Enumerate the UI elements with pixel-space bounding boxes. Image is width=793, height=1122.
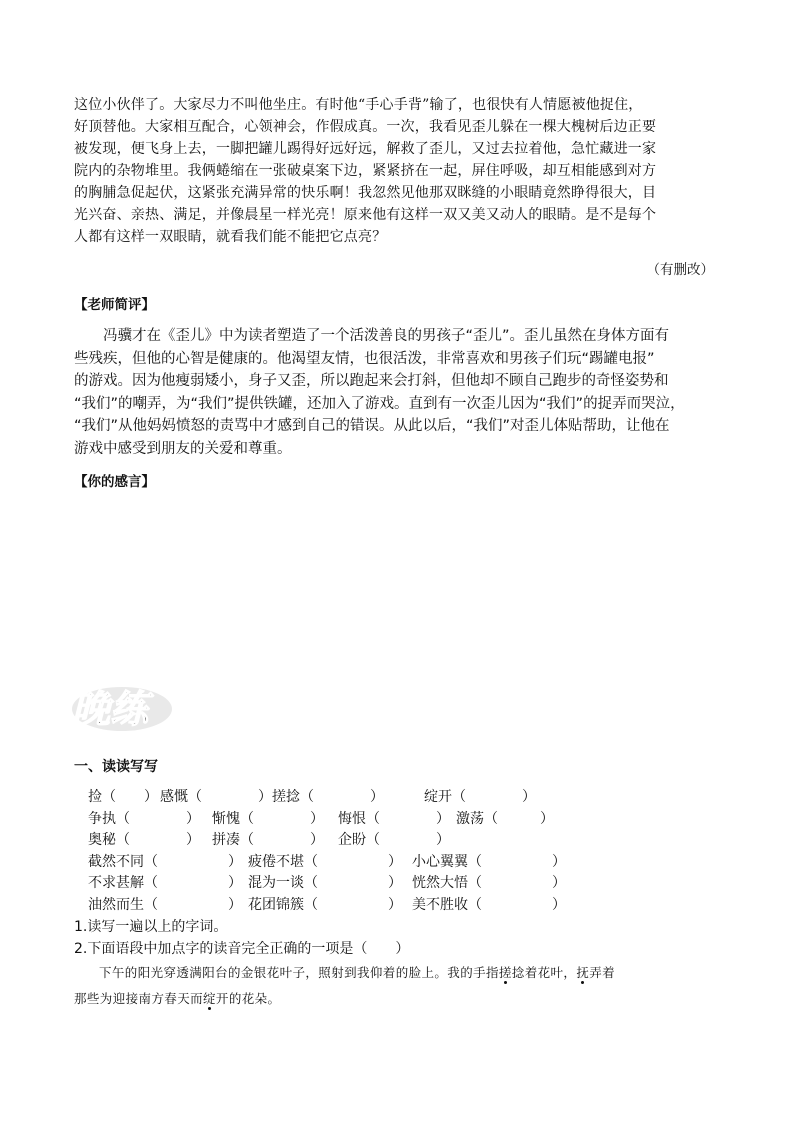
vocab-item: 恍然大悟（ ） — [412, 875, 566, 891]
question-2: 2.下面语段中加点字的读音完全正确的一项是（ ） — [74, 941, 410, 957]
vocab-item: 截然不同（ ） — [88, 853, 242, 870]
passage-text: 捻着花叶， — [511, 965, 577, 980]
story-line: 院内的杂物堆里。我俩蜷缩在一张破桌案下边，紧紧挤在一起，屏住呼吸，却互相能感到对方 — [74, 163, 657, 179]
vocab-item: 绽开（ ） — [424, 789, 536, 805]
vocab-item: 激荡（ ） — [456, 810, 554, 827]
evening-practice-logo — [72, 682, 172, 732]
reading-passage — [74, 960, 726, 1012]
vocab-item: 拼凑（ ） — [212, 832, 324, 848]
dotted-char: 搓 — [498, 965, 512, 980]
story-line: 被发现，便飞身上去，一脚把罐儿踢得好远好远，解救了歪儿，又过去拉着他，急忙藏进一家 — [74, 141, 657, 157]
passage-text: 那些为迎接南方春天而 — [74, 991, 204, 1006]
review-line: 些残疾，但他的心智是健康的。他渴望友情，也很活泼，非常喜欢和男孩子们玩“踢罐电报” — [74, 350, 655, 367]
source-note: （有删改） — [646, 262, 714, 278]
story-line: 光兴奋、亲热、满足，并像晨星一样光亮！原来他有这样一双又美又动人的眼睛。是不是每个 — [74, 207, 657, 223]
vocab-row — [88, 829, 648, 851]
review-line: 冯骥才在《歪儿》中为读者塑造了一个活泼善良的男孩子“歪儿”。歪儿虽然在身体方面有 — [103, 328, 670, 344]
dotted-char: 绽 — [203, 991, 216, 1006]
passage-line — [74, 986, 726, 1012]
vocab-item: 混为一谈（ ） — [248, 875, 402, 891]
vocab-item: 惭愧（ ） — [212, 810, 324, 827]
review-line: 游戏中感受到朋友的关爱和尊重。 — [74, 440, 292, 457]
passage-text: 下午的阳光穿透满阳台的金银花叶子，照射到我仰着的脸上。我的手指 — [99, 965, 499, 980]
vocab-item: 奥秘（ ） — [88, 832, 200, 848]
teacher-review-heading: 【老师简评】 — [74, 297, 155, 313]
review-line: “我们”从他妈妈愤怒的责骂中才感到自己的错误。从此以后，“我们”对歪儿体贴帮助，让他在 — [74, 418, 670, 434]
review-line: “我们”的嘲弄，为“我们”提供铁罐，还加入了游戏。直到有一次歪儿因为“我们”的捉弄而哭泣， — [74, 395, 685, 412]
vocab-item: 油然而生（ ） — [88, 896, 242, 913]
passage-text: 弄着 — [589, 965, 616, 980]
vocab-row — [88, 872, 648, 894]
story-line: 好顶替他。大家相互配合，心领神会，作假成真。一次，我看见歪儿躲在一棵大槐树后边正要 — [74, 119, 657, 135]
feelings-heading: 【你的感言】 — [74, 474, 155, 490]
story-line: 这位小伙伴了。大家尽力不叫他坐庄。有时他“手心手背”输了，也很快有人情愿被他捉住， — [74, 97, 643, 113]
story-line: 的胸脯急促起伏，这紧张充满异常的快乐啊！我忽然见他那双眯缝的小眼睛竟然睁得很大，目 — [74, 185, 657, 201]
dotted-char: 抚 — [576, 965, 590, 980]
review-line: 的游戏。因为他瘦弱矮小，身子又歪，所以跑起来会打斜，但他却不顾自己跑步的奇怪姿势和 — [74, 373, 669, 389]
vocab-item: 捡（ ） — [88, 789, 158, 805]
vocab-row — [88, 894, 648, 916]
vocab-item: 感慨（ ） — [160, 789, 272, 805]
passage-text: 开的花朵。 — [215, 991, 281, 1006]
vocab-item: 不求甚解（ ） — [88, 875, 242, 891]
story-excerpt — [74, 94, 722, 248]
vocab-item: 花团锦簇（ ） — [248, 896, 402, 913]
logo-text: 晚练 — [72, 687, 149, 731]
vocab-item: 搓捻（ ） — [272, 789, 384, 805]
question-1: 1.读写一遍以上的字词。 — [74, 919, 228, 935]
vocab-item: 悔恨（ ） — [338, 810, 450, 827]
passage-line — [74, 960, 726, 986]
vocab-item: 小心翼翼（ ） — [412, 853, 566, 870]
vocab-grid — [88, 786, 648, 915]
vocab-row — [88, 808, 648, 830]
story-line: 人都有这样一双眼睛，就看我们能不能把它点亮？ — [74, 229, 387, 245]
vocab-row — [88, 851, 648, 873]
vocab-item: 企盼（ ） — [338, 832, 450, 848]
vocab-row — [88, 786, 648, 808]
vocab-item: 美不胜收（ ） — [412, 896, 566, 913]
exercise-heading: 一、读读写写 — [74, 759, 158, 775]
vocab-item: 疲倦不堪（ ） — [248, 853, 402, 870]
teacher-review — [74, 325, 722, 460]
vocab-item: 争执（ ） — [88, 810, 200, 827]
